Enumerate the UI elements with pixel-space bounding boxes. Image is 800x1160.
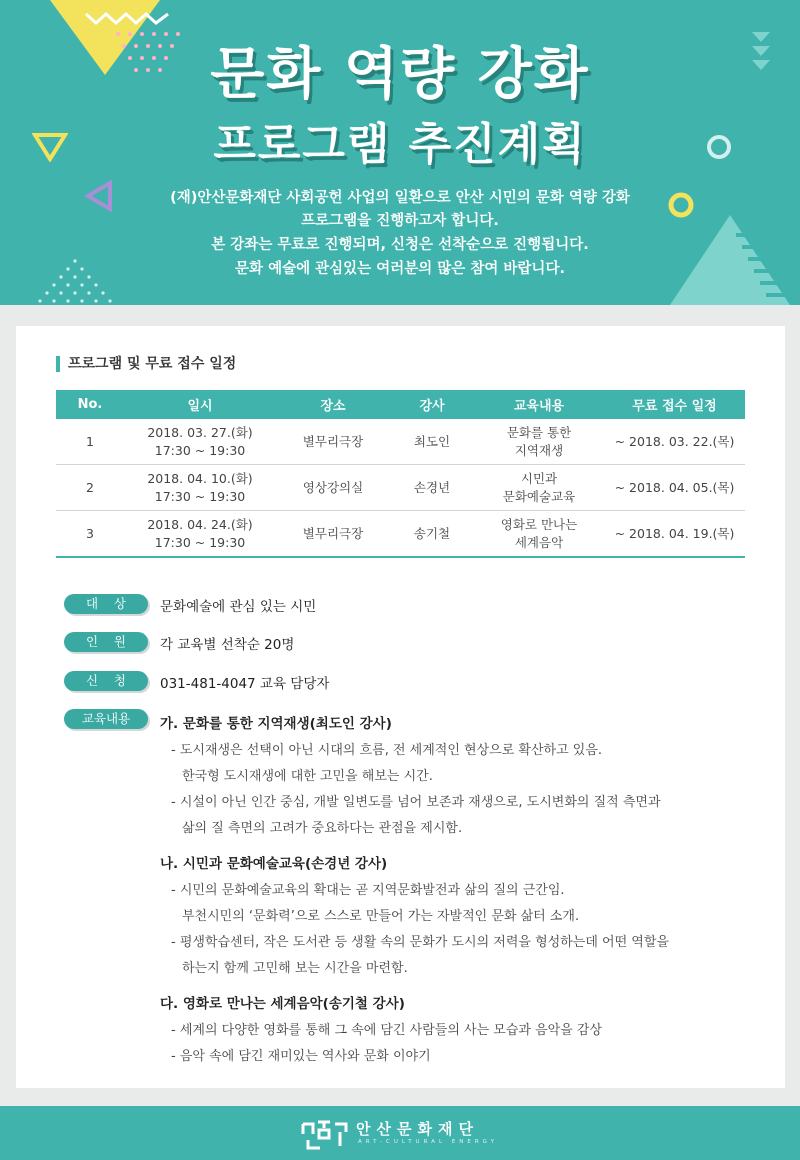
education-title-2: 나. 시민과 문화예술교육(손경년 강사) — [160, 856, 388, 872]
cell-content-line2: 지역재생 — [514, 442, 564, 458]
education-title-3: 다. 영화로 만나는 세계음악(송기철 강사) — [160, 996, 405, 1012]
education-2-line-4: 하는지 함께 고민해 보는 시간을 마련함. — [182, 961, 408, 976]
cell-content-line1: 문화를 통한 — [506, 424, 572, 440]
header-banner — [0, 0, 800, 305]
schedule-table — [56, 390, 745, 558]
cell-content-line1: 영화로 만나는 — [500, 516, 578, 532]
page-subtitle: 프로그램 추진계획 — [213, 119, 587, 170]
ansan-logo-icon — [300, 1118, 350, 1152]
target-value: 문화예술에 관심 있는 시민 — [160, 599, 317, 615]
page-title: 문화 역량 강화 — [210, 42, 590, 107]
cell-content-line1: 시민과 — [520, 470, 558, 486]
cell-datetime — [124, 465, 276, 511]
intro-line-3: 본 강좌는 무료로 진행되며, 신청은 선착순으로 진행됩니다. — [211, 237, 589, 253]
education-2-line-3: - 평생학습센터, 작은 도서관 등 생활 속의 문화가 도시의 저력을 형성하는데 어떤 역할을 — [171, 935, 669, 950]
table-row — [56, 465, 745, 511]
cell-time: 17:30 ~ 19:30 — [154, 442, 246, 458]
education-2-line-1: - 시민의 문화예술교육의 확대는 곧 지역문화발전과 삶의 질의 근간임. — [171, 883, 565, 898]
apply-label: 신 청 — [64, 671, 148, 691]
cell-place: 별무리극장 — [276, 511, 390, 558]
target-label: 대 상 — [64, 594, 148, 614]
education-1-line-4: 삶의 질 측면의 고려가 중요하다는 관점을 제시함. — [182, 821, 463, 836]
intro-line-2: 프로그램을 진행하고자 합니다. — [301, 213, 499, 229]
cell-no: 1 — [56, 419, 124, 465]
schedule-heading: 프로그램 및 무료 접수 일정 — [56, 356, 236, 372]
cell-content — [474, 419, 604, 465]
education-1-line-3: - 시설이 아닌 인간 중심, 개발 일변도를 넘어 보존과 재생으로, 도시변화의 질적 측면과 — [171, 795, 661, 810]
capacity-label: 인 원 — [64, 632, 148, 652]
cell-content-line2: 문화예술교육 — [502, 488, 576, 504]
col-header-lecturer: 강사 — [390, 390, 474, 419]
cell-date: 2018. 04. 10.(화) — [147, 470, 253, 486]
education-1-line-1: - 도시재생은 선택이 아닌 시대의 흐름, 전 세계적인 현상으로 확산하고 있음. — [171, 743, 603, 758]
cell-content — [474, 511, 604, 558]
col-header-no: No. — [56, 390, 124, 419]
col-header-place: 장소 — [276, 390, 390, 419]
intro-line-4: 문화 예술에 관심있는 여러분의 많은 참여 바랍니다. — [235, 261, 565, 277]
cell-deadline: ~ 2018. 04. 19.(목) — [604, 511, 745, 558]
cell-place: 영상강의실 — [276, 465, 390, 511]
education-1-line-2: 한국형 도시재생에 대한 고민을 해보는 시간. — [182, 769, 433, 784]
table-header-row — [56, 390, 745, 419]
education-3-line-1: - 세계의 다양한 영화를 통해 그 속에 담긴 사람들의 사는 모습과 음악을 감상 — [171, 1023, 603, 1038]
cell-no: 3 — [56, 511, 124, 558]
cell-date: 2018. 03. 27.(화) — [147, 424, 253, 440]
intro-line-1: (재)안산문화재단 사회공헌 사업의 일환으로 안산 시민의 문화 역량 강화 — [170, 190, 630, 206]
cell-no: 2 — [56, 465, 124, 511]
cell-time: 17:30 ~ 19:30 — [154, 488, 246, 504]
col-header-datetime: 일시 — [124, 390, 276, 419]
cell-deadline: ~ 2018. 03. 22.(목) — [604, 419, 745, 465]
cell-place: 별무리극장 — [276, 419, 390, 465]
col-header-deadline: 무료 접수 일정 — [604, 390, 745, 419]
org-name: 안산문화재단 — [356, 1120, 479, 1138]
education-title-1: 가. 문화를 통한 지역재생(최도인 강사) — [160, 716, 392, 732]
cell-datetime — [124, 511, 276, 558]
apply-value: 031-481-4047 교육 담당자 — [160, 676, 330, 692]
education-2-line-2: 부천시민의 ‘문화력’으로 스스로 만들어 가는 자발적인 문화 삶터 소개. — [182, 909, 580, 924]
cell-deadline: ~ 2018. 04. 05.(목) — [604, 465, 745, 511]
col-header-content: 교육내용 — [474, 390, 604, 419]
zigzag-icon — [84, 10, 170, 26]
content-card — [16, 326, 785, 1088]
cell-date: 2018. 04. 24.(화) — [147, 516, 253, 532]
education-3-line-2: - 음악 속에 담긴 재미있는 역사와 문화 이야기 — [171, 1049, 431, 1064]
capacity-value: 각 교육별 선착순 20명 — [160, 637, 295, 653]
education-label: 교육내용 — [64, 709, 148, 729]
footer — [0, 1106, 800, 1160]
cell-datetime — [124, 419, 276, 465]
table-row — [56, 511, 745, 558]
table-row — [56, 419, 745, 465]
cell-content-line2: 세계음악 — [514, 534, 564, 550]
cell-lecturer: 손경년 — [390, 465, 474, 511]
cell-time: 17:30 ~ 19:30 — [154, 534, 246, 550]
org-tagline: ART-CULTURAL ENERGY — [358, 1139, 498, 1145]
cell-lecturer: 최도인 — [390, 419, 474, 465]
cell-lecturer: 송기철 — [390, 511, 474, 558]
cell-content — [474, 465, 604, 511]
